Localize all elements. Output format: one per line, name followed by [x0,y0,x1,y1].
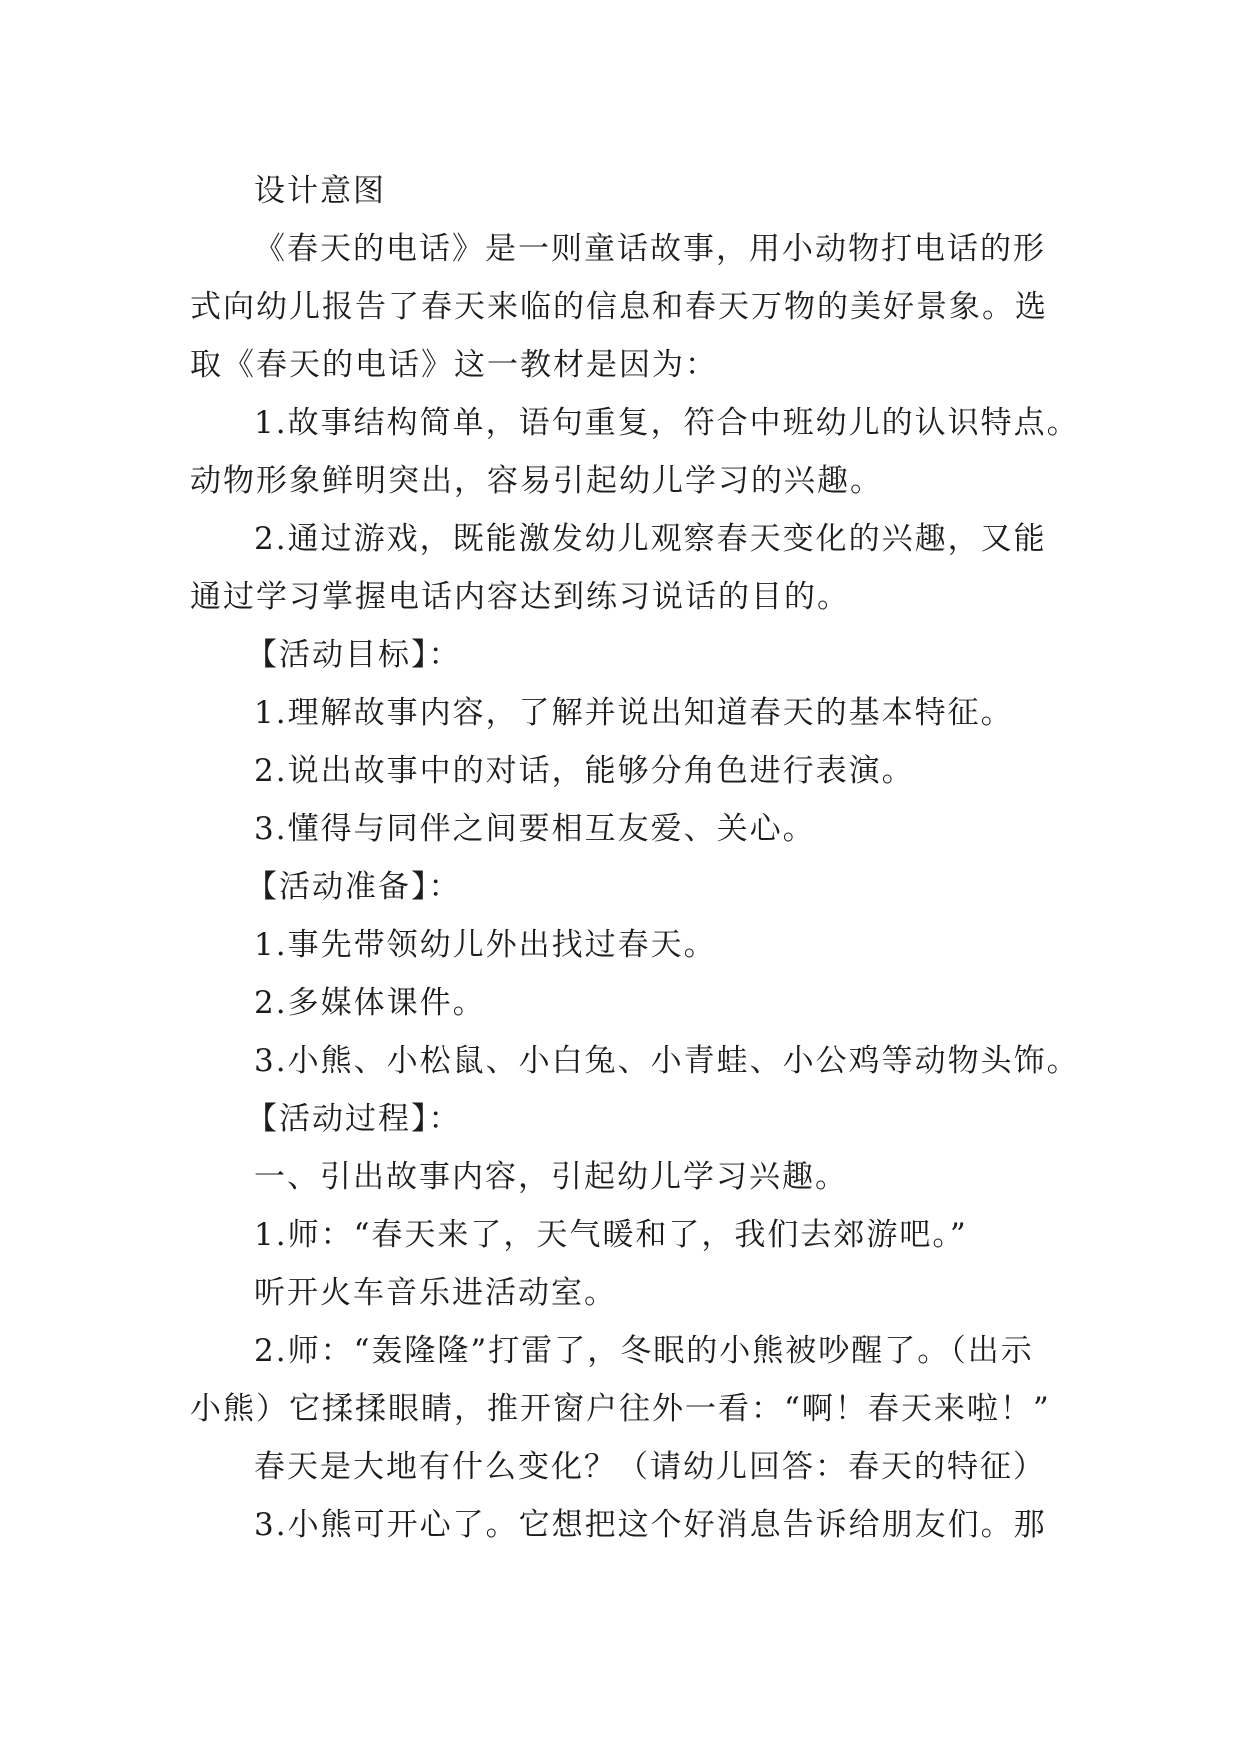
section-heading-activity-process: 【活动过程】： [246,1101,462,1137]
section-heading-activity-preparation: 【活动准备】： [246,869,462,905]
list-item-line: 2.师：“轰隆隆”打雷了，冬眠的小熊被吵醒了。（出示 [254,1333,1034,1369]
section-title-design-intent: 设计意图 [254,173,386,209]
list-item-line: 1.故事结构简单，语句重复，符合中班幼儿的认识特点。 [254,405,1080,441]
paragraph-line: 《春天的电话》是一则童话故事，用小动物打电话的形 [254,231,1046,267]
paragraph-line: 一、引出故事内容，引起幼儿学习兴趣。 [254,1159,848,1195]
paragraph-line: 春天是大地有什么变化？（请幼儿回答：春天的特征） [254,1449,1046,1485]
list-item-line: 3.小熊可开心了。它想把这个好消息告诉给朋友们。那 [254,1507,1047,1543]
paragraph-line: 小熊）它揉揉眼睛，推开窗户往外一看：“啊！春天来啦！” [190,1391,1051,1427]
list-item-line: 3.懂得与同伴之间要相互友爱、关心。 [254,811,816,847]
list-item-line: 3.小熊、小松鼠、小白兔、小青蛙、小公鸡等动物头饰。 [254,1043,1080,1079]
paragraph-line: 取《春天的电话》这一教材是因为： [190,347,718,383]
paragraph-line: 式向幼儿报告了春天来临的信息和春天万物的美好景象。选 [190,289,1048,325]
section-heading-activity-goals: 【活动目标】： [246,637,462,673]
list-item-line: 1.理解故事内容，了解并说出知道春天的基本特征。 [254,695,1014,731]
list-item-line: 2.说出故事中的对话，能够分角色进行表演。 [254,753,915,789]
list-item-line: 2.多媒体课件。 [254,985,486,1021]
list-item-line: 1.师：“春天来了，天气暖和了，我们去郊游吧。” [254,1217,968,1253]
document-body [190,162,1080,1554]
paragraph-line: 通过学习掌握电话内容达到练习说话的目的。 [190,579,850,615]
paragraph-line: 动物形象鲜明突出，容易引起幼儿学习的兴趣。 [190,463,883,499]
list-item-line: 1.事先带领幼儿外出找过春天。 [254,927,717,963]
paragraph-line: 听开火车音乐进活动室。 [254,1275,617,1311]
list-item-line: 2.通过游戏，既能激发幼儿观察春天变化的兴趣，又能 [254,521,1047,557]
